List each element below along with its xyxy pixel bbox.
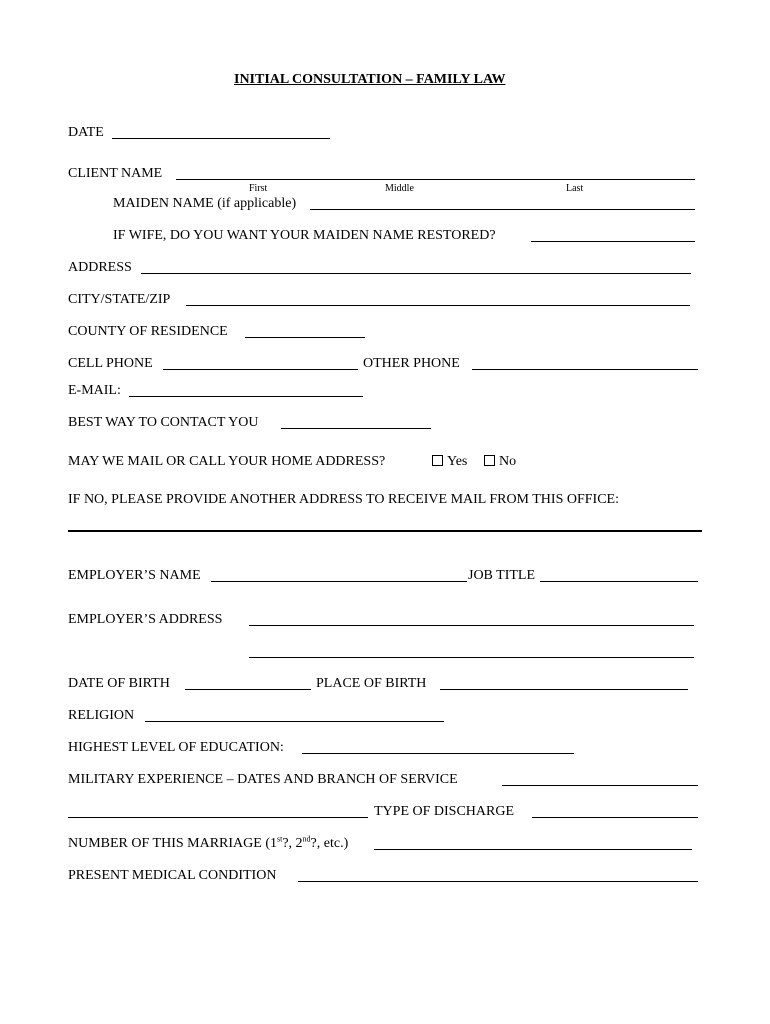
- yes-option[interactable]: [432, 454, 467, 470]
- job-title-field[interactable]: [540, 581, 698, 582]
- education-field[interactable]: [302, 753, 574, 754]
- address-label: ADDRESS: [68, 260, 132, 275]
- best-way-label: BEST WAY TO CONTACT YOU: [68, 415, 259, 430]
- alt-address-label: IF NO, PLEASE PROVIDE ANOTHER ADDRESS TO RECEIVE MAIL FROM THIS OFFICE:: [68, 492, 619, 507]
- address-field[interactable]: [141, 273, 691, 274]
- other-phone-label: OTHER PHONE: [363, 356, 460, 371]
- client-name-label: CLIENT NAME: [68, 166, 163, 181]
- education-label: HIGHEST LEVEL OF EDUCATION:: [68, 740, 284, 755]
- employer-name-field[interactable]: [211, 581, 467, 582]
- page-title: INITIAL CONSULTATION – FAMILY LAW: [234, 72, 506, 87]
- employer-address-field-1[interactable]: [249, 625, 694, 626]
- cell-phone-field[interactable]: [163, 369, 358, 370]
- marriage-prefix: NUMBER OF THIS MARRIAGE (1: [68, 836, 277, 851]
- medical-field[interactable]: [298, 881, 698, 882]
- first-name-caption: First: [249, 183, 268, 194]
- marriage-mid: ?, 2: [282, 836, 303, 851]
- job-title-label: JOB TITLE: [468, 568, 536, 583]
- dob-label: DATE OF BIRTH: [68, 676, 170, 691]
- marriage-label: [68, 836, 348, 852]
- marriage-field[interactable]: [374, 849, 692, 850]
- cell-phone-label: CELL PHONE: [68, 356, 153, 371]
- pob-label: PLACE OF BIRTH: [316, 676, 427, 691]
- dob-field[interactable]: [185, 689, 311, 690]
- no-option[interactable]: [484, 454, 516, 470]
- city-state-zip-label: CITY/STATE/ZIP: [68, 292, 171, 307]
- employer-name-label: EMPLOYER’S NAME: [68, 568, 201, 583]
- marriage-sup-2: nd: [302, 834, 311, 844]
- maiden-restore-field[interactable]: [531, 241, 695, 242]
- email-field[interactable]: [129, 396, 363, 397]
- alt-address-field[interactable]: [68, 530, 702, 532]
- religion-label: RELIGION: [68, 708, 135, 723]
- yes-checkbox[interactable]: [432, 455, 443, 466]
- city-state-zip-field[interactable]: [186, 305, 690, 306]
- best-way-field[interactable]: [281, 428, 431, 429]
- county-label: COUNTY OF RESIDENCE: [68, 324, 228, 339]
- maiden-name-label: MAIDEN NAME (if applicable): [113, 196, 297, 211]
- military-field-1[interactable]: [502, 785, 698, 786]
- discharge-label: TYPE OF DISCHARGE: [374, 804, 515, 819]
- marriage-sup-1: st: [276, 834, 283, 844]
- pob-field[interactable]: [440, 689, 688, 690]
- date-label: DATE: [68, 125, 104, 140]
- last-name-caption: Last: [566, 183, 584, 194]
- yes-label: Yes: [447, 454, 468, 469]
- maiden-name-field[interactable]: [310, 209, 695, 210]
- no-checkbox[interactable]: [484, 455, 495, 466]
- maiden-restore-label: IF WIFE, DO YOU WANT YOUR MAIDEN NAME RESTORED?: [113, 228, 496, 243]
- employer-address-label: EMPLOYER’S ADDRESS: [68, 612, 223, 627]
- employer-address-field-2[interactable]: [249, 657, 694, 658]
- religion-field[interactable]: [145, 721, 444, 722]
- no-label: No: [499, 454, 517, 469]
- county-field[interactable]: [245, 337, 365, 338]
- date-field[interactable]: [112, 138, 330, 139]
- marriage-suffix: ?, etc.): [310, 836, 349, 851]
- middle-name-caption: Middle: [385, 183, 414, 194]
- client-name-field[interactable]: [176, 179, 695, 180]
- military-label: MILITARY EXPERIENCE – DATES AND BRANCH OF SERVICE: [68, 772, 458, 787]
- military-field-2[interactable]: [68, 817, 368, 818]
- medical-label: PRESENT MEDICAL CONDITION: [68, 868, 277, 883]
- email-label: E-MAIL:: [68, 383, 121, 398]
- other-phone-field[interactable]: [472, 369, 698, 370]
- mail-call-label: MAY WE MAIL OR CALL YOUR HOME ADDRESS?: [68, 454, 386, 469]
- discharge-field[interactable]: [532, 817, 698, 818]
